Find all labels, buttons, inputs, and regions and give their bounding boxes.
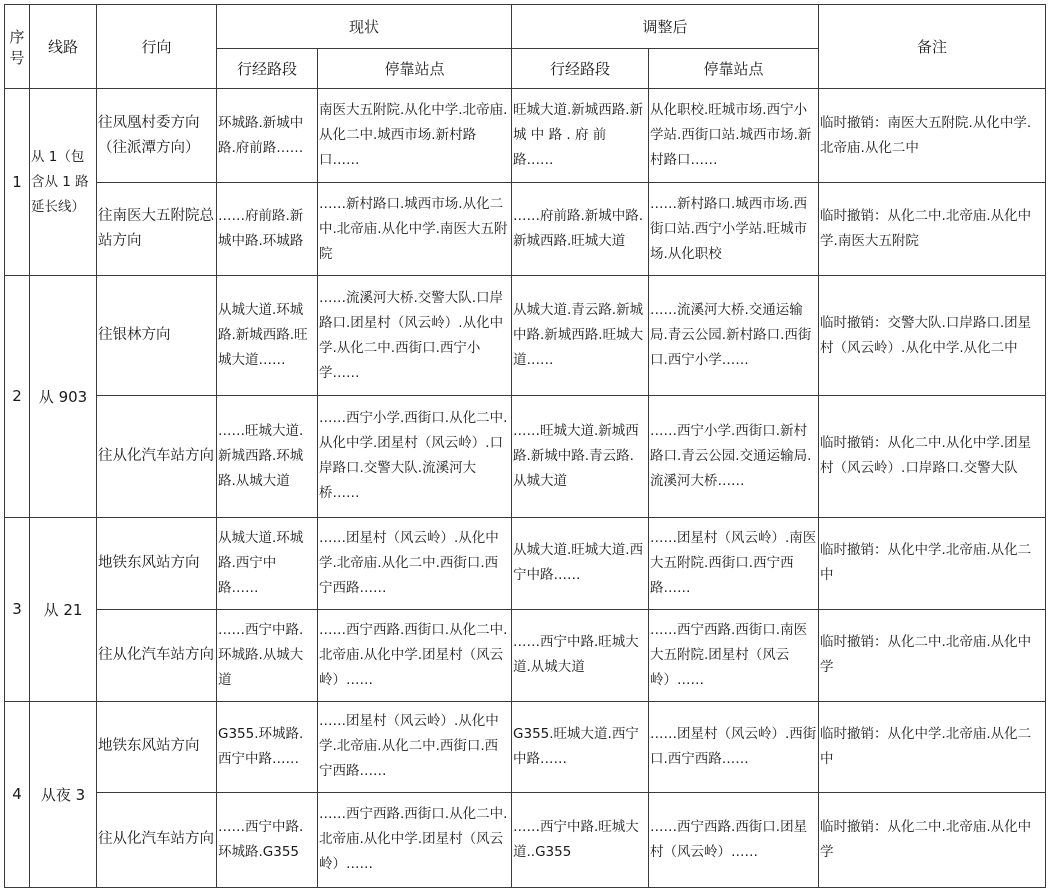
row-direction: 往从化汽车站方向 [97, 396, 217, 517]
row-remark: 临时撤销：从化中学.北帝庙.从化二中 [819, 517, 1046, 609]
header-adjusted-route: 行经路段 [512, 49, 649, 89]
row-adjusted-route: 旺城大道.新城西路.新 城 中 路 . 府 前 路…… [512, 89, 649, 183]
row-adjusted-route: ……府前路.新城中路.新城西路.旺城大道 [512, 183, 649, 276]
row-adjusted-route: ……西宁中路.旺城大道.从城大道 [512, 609, 649, 701]
row-line: 从 1（包含从 1 路延长线） [30, 89, 97, 276]
row-adjusted-stops: ……西宁西路.西街口.南医大五附院.团星村（风云岭）…… [649, 609, 819, 701]
row-current-route: 从城大道.环城路.西宁中路…… [217, 517, 318, 609]
row-current-stops: 南医大五附院.从化中学.北帝庙.从化二中.城西市场.新村路口…… [318, 89, 512, 183]
table-row [5, 792, 1046, 887]
header-line: 线路 [30, 5, 97, 89]
row-direction: 往银林方向 [97, 276, 217, 396]
row-line: 从 21 [30, 517, 97, 701]
row-current-stops: ……西宁西路.西街口.从化二中.北帝庙.从化中学.团星村（风云岭）…… [318, 792, 512, 887]
row-current-stops: ……西宁西路.西街口.从化二中.北帝庙.从化中学.团星村（风云岭）…… [318, 609, 512, 701]
row-current-stops: ……团星村（风云岭）.从化中学.北帝庙.从化二中.西街口.西宁西路…… [318, 517, 512, 609]
row-adjusted-route: G355.旺城大道.西宁中路…… [512, 701, 649, 792]
row-remark: 临时撤销：交警大队.口岸路口.团星村（风云岭）.从化中学.从化二中 [819, 276, 1046, 396]
row-adjusted-stops: ……团星村（风云岭）.西街口.西宁西路…… [649, 701, 819, 792]
row-remark: 临时撤销：从化二中.北帝庙.从化中学 [819, 792, 1046, 887]
row-adjusted-stops: 从化职校.旺城市场.西宁小学站.西街口站.城西市场.新村路口…… [649, 89, 819, 183]
row-direction: 地铁东风站方向 [97, 701, 217, 792]
header-current: 现状 [217, 5, 512, 49]
table-row [5, 517, 1046, 609]
row-adjusted-route: ……旺城大道.新城西路.新城中路.青云路.从城大道 [512, 396, 649, 517]
row-remark: 临时撤销：从化二中.北帝庙.从化中学 [819, 609, 1046, 701]
row-remark: 临时撤销：从化二中.从化中学.团星村（风云岭）.口岸路口.交警大队 [819, 396, 1046, 517]
table-row [5, 183, 1046, 276]
header-adjusted-stops: 停靠站点 [649, 49, 819, 89]
row-direction: 往从化汽车站方向 [97, 609, 217, 701]
header-adjusted: 调整后 [512, 5, 819, 49]
row-current-route: ……西宁中路.环城路.从城大道 [217, 609, 318, 701]
row-adjusted-stops: ……流溪河大桥.交通运输局.青云公园.新村路口.西街口.西宁小学…… [649, 276, 819, 396]
row-remark: 临时撤销：南医大五附院.从化中学.北帝庙.从化二中 [819, 89, 1046, 183]
row-current-stops: ……团星村（风云岭）.从化中学.北帝庙.从化二中.西街口.西宁西路…… [318, 701, 512, 792]
row-current-stops: ……新村路口.城西市场.从化二中.北帝庙.从化中学.南医大五附院 [318, 183, 512, 276]
row-current-route: 环城路.新城中路.府前路…… [217, 89, 318, 183]
row-adjusted-route: ……西宁中路.旺城大道..G355 [512, 792, 649, 887]
header-current-stops: 停靠站点 [318, 49, 512, 89]
header-seq: 序号 [5, 5, 30, 89]
row-current-route: ……旺城大道.新城西路.环城路.从城大道 [217, 396, 318, 517]
row-direction: 地铁东风站方向 [97, 517, 217, 609]
row-adjusted-stops: ……西宁西路.西街口.团星村（风云岭）…… [649, 792, 819, 887]
row-current-stops: ……西宁小学.西街口.从化二中.从化中学.团星村（风云岭）.口岸路口.交警大队.流溪河大桥…… [318, 396, 512, 517]
row-seq: 2 [5, 276, 30, 517]
row-seq: 1 [5, 89, 30, 276]
row-seq: 4 [5, 701, 30, 887]
row-direction: 往南医大五附院总站方向 [97, 183, 217, 276]
table-row [5, 276, 1046, 396]
row-current-route: ……府前路.新城中路.环城路 [217, 183, 318, 276]
row-current-route: 从城大道.环城路.新城西路.旺城大道…… [217, 276, 318, 396]
row-direction: 往从化汽车站方向 [97, 792, 217, 887]
row-adjusted-stops: ……西宁小学.西街口.新村路口.青云公园.交通运输局.流溪河大桥…… [649, 396, 819, 517]
row-line: 从 903 [30, 276, 97, 517]
row-current-stops: ……流溪河大桥.交警大队.口岸路口.团星村（风云岭）.从化中学.从化二中.西街口.西宁小学…… [318, 276, 512, 396]
row-direction: 往凤凰村委方向（往派潭方向） [97, 89, 217, 183]
table-row [5, 609, 1046, 701]
row-line: 从夜 3 [30, 701, 97, 887]
header-direction: 行向 [97, 5, 217, 89]
table-row [5, 701, 1046, 792]
row-adjusted-route: 从城大道.青云路.新城中路.新城西路.旺城大道…… [512, 276, 649, 396]
row-adjusted-stops: ……新村路口.城西市场.西街口站.西宁小学站.旺城市场.从化职校 [649, 183, 819, 276]
header-current-route: 行经路段 [217, 49, 318, 89]
header-remarks: 备注 [819, 5, 1046, 89]
row-remark: 临时撤销：从化中学.北帝庙.从化二中 [819, 701, 1046, 792]
row-adjusted-route: 从城大道.旺城大道.西宁中路…… [512, 517, 649, 609]
table-row [5, 396, 1046, 517]
row-seq: 3 [5, 517, 30, 701]
row-remark: 临时撤销：从化二中.北帝庙.从化中学.南医大五附院 [819, 183, 1046, 276]
row-current-route: ……西宁中路.环城路.G355 [217, 792, 318, 887]
table-row [5, 89, 1046, 183]
row-current-route: G355.环城路.西宁中路…… [217, 701, 318, 792]
bus-route-adjustment-table [4, 4, 1046, 888]
row-adjusted-stops: ……团星村（风云岭）.南医大五附院.西街口.西宁西路…… [649, 517, 819, 609]
